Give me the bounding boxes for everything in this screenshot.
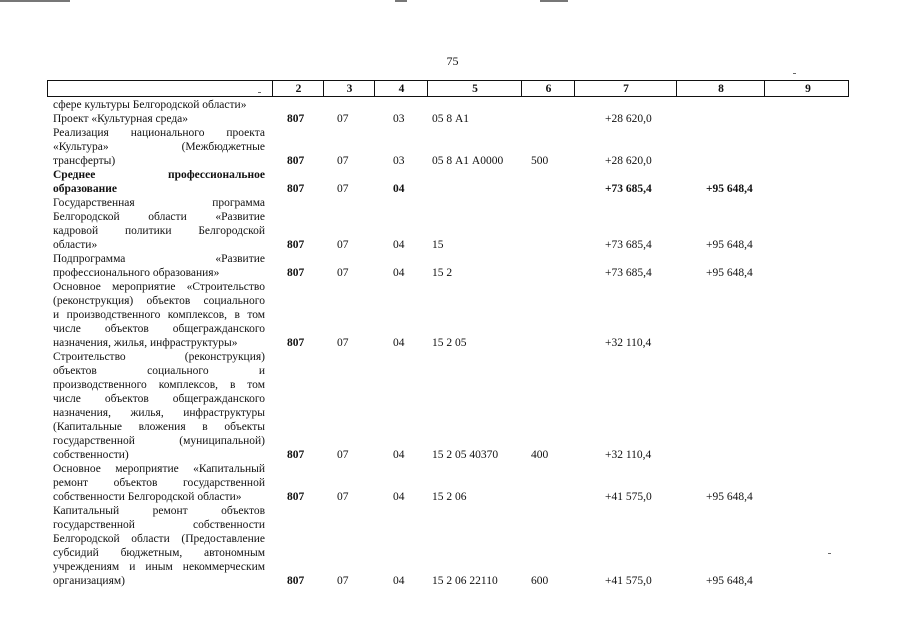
row-name xyxy=(53,280,265,350)
row-name xyxy=(53,252,265,280)
table-row xyxy=(0,126,905,168)
row-name-line: образование xyxy=(53,183,117,195)
row-name-line: (Капитальные вложения в объекты xyxy=(53,421,265,433)
cell-c5: 05 8 А1 А0000 xyxy=(432,155,504,167)
table-row xyxy=(0,112,905,126)
cell-c5: 15 2 xyxy=(432,267,453,279)
cell-c7: +73 685,4 xyxy=(605,239,652,251)
header-col-7: 7 xyxy=(574,81,677,96)
row-name-line: субсидий бюджетным, автономным xyxy=(53,547,265,559)
row-name-line: объектов социального и xyxy=(53,365,265,377)
cell-c3: 07 xyxy=(337,575,349,587)
row-name-line: «Культура» (Межбюджетные xyxy=(53,141,265,153)
row-name-line: сфере культуры Белгородской области» xyxy=(53,99,247,111)
table-row xyxy=(0,252,905,280)
cell-c4: 04 xyxy=(393,575,405,587)
row-name-line: профессионального образования» xyxy=(53,267,220,279)
page-number: 75 xyxy=(446,54,459,68)
cell-c2: 807 xyxy=(287,491,305,503)
header-col-6: 6 xyxy=(521,81,575,96)
table-header xyxy=(47,80,849,97)
row-name xyxy=(53,462,265,504)
header-col-3: 3 xyxy=(323,81,375,96)
cell-c7: +32 110,4 xyxy=(605,337,652,349)
cell-c3: 07 xyxy=(337,155,349,167)
cell-c7: +28 620,0 xyxy=(605,113,652,125)
row-name-line: Капитальный ремонт объектов xyxy=(53,505,265,517)
row-name xyxy=(53,350,265,462)
cell-c3: 07 xyxy=(337,267,349,279)
cell-c8: +95 648,4 xyxy=(706,491,753,503)
cell-c2: 807 xyxy=(287,337,305,349)
row-name-line: производственного комплексов, в том xyxy=(53,379,265,391)
cell-c6: 400 xyxy=(531,449,549,461)
row-name-line: собственности) xyxy=(53,449,129,461)
table-row xyxy=(0,196,905,252)
cell-c4: 04 xyxy=(393,449,405,461)
cell-c2: 807 xyxy=(287,267,305,279)
cell-c4: 04 xyxy=(393,491,405,503)
cell-c7: +73 685,4 xyxy=(605,183,652,195)
row-name-line: организациям) xyxy=(53,575,125,587)
row-name-line: кадровой политики Белгородской xyxy=(53,225,265,237)
cell-c4: 04 xyxy=(393,267,405,279)
header-col-4: 4 xyxy=(374,81,428,96)
row-name-line: числе объектов общегражданского xyxy=(53,323,265,335)
row-name-line: трансферты) xyxy=(53,155,116,167)
cell-c3: 07 xyxy=(337,239,349,251)
cell-c7: +41 575,0 xyxy=(605,491,652,503)
table-row xyxy=(0,504,905,588)
row-name-line: и производственного комплексов, в том xyxy=(53,309,265,321)
row-name-line: Белгородской области «Развитие xyxy=(53,211,265,223)
table-row xyxy=(0,462,905,504)
row-name-line: государственной (муниципальной) xyxy=(53,435,265,447)
cell-c6: 500 xyxy=(531,155,549,167)
margin-dot xyxy=(793,73,796,74)
cell-c2: 807 xyxy=(287,155,305,167)
cell-c3: 07 xyxy=(337,491,349,503)
cell-c7: +73 685,4 xyxy=(605,267,652,279)
header-col-5: 5 xyxy=(427,81,522,96)
cell-c4: 04 xyxy=(393,183,405,195)
header-col-9: 9 xyxy=(764,81,851,96)
cell-c2: 807 xyxy=(287,113,305,125)
row-name-line: Проект «Культурная среда» xyxy=(53,113,189,125)
row-name-line: учреждениям и иным некоммерческим xyxy=(53,561,265,573)
row-name-line: Основное мероприятие «Строительство xyxy=(53,281,265,293)
row-name-line: Реализация национального проекта xyxy=(53,127,265,139)
row-name-line: Белгородской области (Предоставление xyxy=(53,533,265,545)
cell-c5: 15 2 06 22110 xyxy=(432,575,498,587)
row-name-line: Подпрограмма «Развитие xyxy=(53,253,265,265)
cell-c3: 07 xyxy=(337,113,349,125)
row-name-line: Среднее профессиональное xyxy=(53,169,265,181)
cell-c4: 04 xyxy=(393,337,405,349)
cell-c2: 807 xyxy=(287,449,305,461)
cell-c7: +41 575,0 xyxy=(605,575,652,587)
row-name-line: Государственная программа xyxy=(53,197,265,209)
row-name-line: (реконструкция) объектов социального xyxy=(53,295,265,307)
cell-c7: +32 110,4 xyxy=(605,449,652,461)
header-col-1 xyxy=(48,81,272,96)
scan-edge-line-mid xyxy=(395,0,407,2)
cell-c3: 07 xyxy=(337,183,349,195)
row-name xyxy=(53,168,265,196)
row-name-line: государственной собственности xyxy=(53,519,265,531)
row-name-line: Основное мероприятие «Капитальный xyxy=(53,463,265,475)
scan-edge-line-left xyxy=(0,0,70,2)
row-name xyxy=(53,112,265,126)
cell-c4: 03 xyxy=(393,113,405,125)
cell-c8: +95 648,4 xyxy=(706,183,753,195)
cell-c4: 04 xyxy=(393,239,405,251)
cell-c5: 15 2 05 xyxy=(432,337,467,349)
cell-c8: +95 648,4 xyxy=(706,267,753,279)
scan-edge-line-right xyxy=(540,0,568,2)
row-name-line: Строительство (реконструкция) xyxy=(53,351,265,363)
cell-c5: 15 2 06 xyxy=(432,491,467,503)
cell-c2: 807 xyxy=(287,575,305,587)
table-row xyxy=(0,350,905,462)
cell-c3: 07 xyxy=(337,337,349,349)
cell-c2: 807 xyxy=(287,239,305,251)
cell-c5: 15 xyxy=(432,239,444,251)
cell-c2: 807 xyxy=(287,183,305,195)
table-row xyxy=(0,98,905,112)
cell-c5: 05 8 А1 xyxy=(432,113,470,125)
header-tick-mark xyxy=(258,92,261,93)
cell-c5: 15 2 05 40370 xyxy=(432,449,499,461)
row-name xyxy=(53,504,265,588)
cell-c6: 600 xyxy=(531,575,549,587)
cell-c4: 03 xyxy=(393,155,405,167)
cell-c8: +95 648,4 xyxy=(706,239,753,251)
header-col-8: 8 xyxy=(676,81,765,96)
row-name-line: области» xyxy=(53,239,98,251)
cell-c8: +95 648,4 xyxy=(706,575,753,587)
table-row xyxy=(0,280,905,350)
row-name-line: назначения, жилья, инфраструктуры xyxy=(53,407,265,419)
table-row xyxy=(0,168,905,196)
header-col-2: 2 xyxy=(272,81,324,96)
row-name-line: ремонт объектов государственной xyxy=(53,477,265,489)
row-name xyxy=(53,196,265,252)
row-name xyxy=(53,126,265,168)
row-name-line: собственности Белгородской области» xyxy=(53,491,242,503)
cell-c7: +28 620,0 xyxy=(605,155,652,167)
row-name xyxy=(53,98,265,112)
cell-c3: 07 xyxy=(337,449,349,461)
row-name-line: назначения, жилья, инфраструктуры» xyxy=(53,337,238,349)
row-name-line: числе объектов общегражданского xyxy=(53,393,265,405)
